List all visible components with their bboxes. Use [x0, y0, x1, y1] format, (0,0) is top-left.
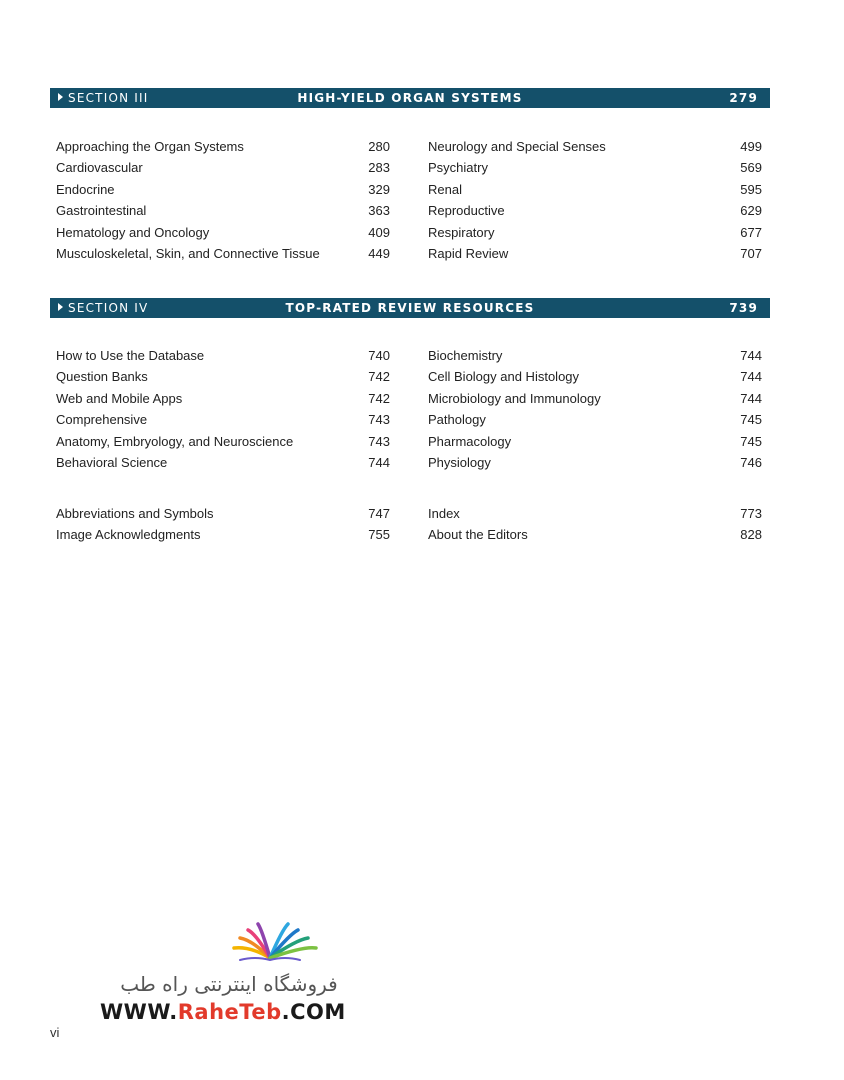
section-label: SECTION III	[68, 91, 149, 105]
section-page: 739	[729, 301, 758, 315]
entry-title: Cell Biology and Histology	[428, 369, 580, 385]
toc-entry[interactable]	[428, 345, 762, 366]
entry-title: How to Use the Database	[56, 348, 205, 363]
entry-title: Approaching the Organ Systems	[56, 139, 244, 154]
entry-page: 569	[740, 160, 762, 176]
toc-entry[interactable]	[56, 366, 390, 387]
toc-entry[interactable]	[428, 243, 762, 264]
watermark-url	[100, 1000, 346, 1024]
toc-entry[interactable]	[56, 524, 390, 545]
toc-columns	[50, 345, 770, 475]
entry-page: 329	[368, 181, 390, 197]
entry-title: Respiratory	[428, 224, 495, 240]
entry-title: Musculoskeletal, Skin, and Connective Tissue	[56, 245, 320, 261]
entry-page: 744	[740, 390, 762, 406]
entry-page: 743	[368, 433, 390, 449]
entry-title: Web and Mobile Apps	[56, 390, 183, 406]
entry-title: Hematology and Oncology	[56, 224, 210, 240]
entry-title: Abbreviations and Symbols	[56, 506, 214, 521]
toc-entry[interactable]	[428, 366, 762, 387]
toc-columns	[50, 136, 770, 266]
toc-entry[interactable]	[428, 503, 762, 524]
toc-entry[interactable]	[428, 388, 762, 409]
toc-entry[interactable]	[428, 431, 762, 452]
toc-entry[interactable]	[428, 157, 762, 178]
toc-entry[interactable]	[56, 157, 390, 178]
entry-page: 755	[368, 527, 390, 543]
backmatter	[50, 503, 770, 553]
watermark-persian-text: فروشگاه اینترنتی راه طب	[120, 972, 338, 996]
entry-title: Index	[428, 506, 460, 521]
entry-title: Reproductive	[428, 203, 505, 219]
entry-title: Rapid Review	[428, 245, 509, 261]
toc-entry[interactable]	[428, 222, 762, 243]
toc-column-right	[428, 136, 762, 264]
toc-entry[interactable]	[56, 136, 390, 157]
entry-page: 280	[368, 139, 390, 154]
entry-page: 744	[740, 348, 762, 363]
entry-page: 707	[740, 245, 762, 261]
toc-entry[interactable]	[56, 503, 390, 524]
entry-page: 499	[740, 139, 762, 154]
toc-entry[interactable]	[56, 345, 390, 366]
entry-page: 747	[368, 506, 390, 521]
entry-title: Physiology	[428, 454, 491, 470]
entry-page: 828	[740, 527, 762, 543]
section-iv	[50, 298, 770, 475]
page-folio: vi	[50, 1025, 60, 1040]
toc-column-right	[428, 503, 762, 546]
url-suffix: .COM	[281, 1000, 346, 1024]
entry-title: Gastrointestinal	[56, 203, 147, 219]
entry-title: Cardiovascular	[56, 160, 143, 176]
entry-page: 677	[740, 224, 762, 240]
entry-page: 363	[368, 203, 390, 219]
entry-page: 745	[740, 412, 762, 428]
toc-entry[interactable]	[56, 243, 390, 264]
section-page: 279	[729, 91, 758, 105]
section-header-bar	[50, 88, 770, 108]
toc-column-left	[56, 345, 390, 473]
entry-page: 745	[740, 433, 762, 449]
entry-title: Endocrine	[56, 181, 115, 197]
entry-page: 283	[368, 160, 390, 176]
section-title: HIGH-YIELD ORGAN SYSTEMS	[297, 91, 523, 105]
entry-page: 595	[740, 181, 762, 197]
section-title: TOP-RATED REVIEW RESOURCES	[285, 301, 535, 315]
entry-title: Neurology and Special Senses	[428, 139, 606, 154]
entry-title: Behavioral Science	[56, 454, 168, 470]
toc-column-left	[56, 136, 390, 264]
entry-page: 409	[368, 224, 390, 240]
toc-columns	[50, 503, 770, 553]
entry-page: 746	[740, 454, 762, 470]
entry-title: Comprehensive	[56, 412, 148, 428]
entry-page: 742	[368, 390, 390, 406]
entry-page: 773	[740, 506, 762, 521]
entry-title: Image Acknowledgments	[56, 527, 201, 543]
entry-page: 449	[368, 245, 390, 261]
entry-title: About the Editors	[428, 527, 528, 543]
entry-title: Microbiology and Immunology	[428, 390, 601, 406]
section-iii	[50, 88, 770, 266]
toc-entry[interactable]	[428, 179, 762, 200]
entry-page: 744	[368, 454, 390, 470]
toc-entry[interactable]	[428, 136, 762, 157]
toc-entry[interactable]	[56, 179, 390, 200]
entry-title: Anatomy, Embryology, and Neuroscience	[56, 433, 294, 449]
entry-page: 629	[740, 203, 762, 219]
entry-title: Biochemistry	[428, 348, 503, 363]
entry-title: Renal	[428, 181, 462, 197]
toc-entry[interactable]	[56, 222, 390, 243]
toc-column-left	[56, 503, 390, 546]
entry-page: 742	[368, 369, 390, 385]
toc-entry[interactable]	[56, 409, 390, 430]
section-header-bar	[50, 298, 770, 318]
entry-title: Pharmacology	[428, 433, 512, 449]
entry-title: Psychiatry	[428, 160, 488, 176]
entry-page: 744	[740, 369, 762, 385]
toc-entry[interactable]	[56, 388, 390, 409]
url-brand: RaheTeb	[177, 1000, 282, 1024]
toc-column-right	[428, 345, 762, 473]
toc-entry[interactable]	[56, 452, 390, 473]
rahe-teb-watermark	[100, 920, 370, 1030]
open-book-logo-icon	[100, 920, 370, 970]
toc-entry[interactable]	[56, 200, 390, 221]
entry-title: Pathology	[428, 412, 486, 428]
url-prefix: WWW.	[100, 1000, 178, 1024]
toc-entry[interactable]	[428, 452, 762, 473]
entry-page: 740	[368, 348, 390, 363]
entry-title: Question Banks	[56, 369, 148, 385]
toc-entry[interactable]	[56, 431, 390, 452]
toc-entry[interactable]	[428, 409, 762, 430]
toc-entry[interactable]	[428, 200, 762, 221]
section-label: SECTION IV	[68, 301, 149, 315]
toc-entry[interactable]	[428, 524, 762, 545]
entry-page: 743	[368, 412, 390, 428]
